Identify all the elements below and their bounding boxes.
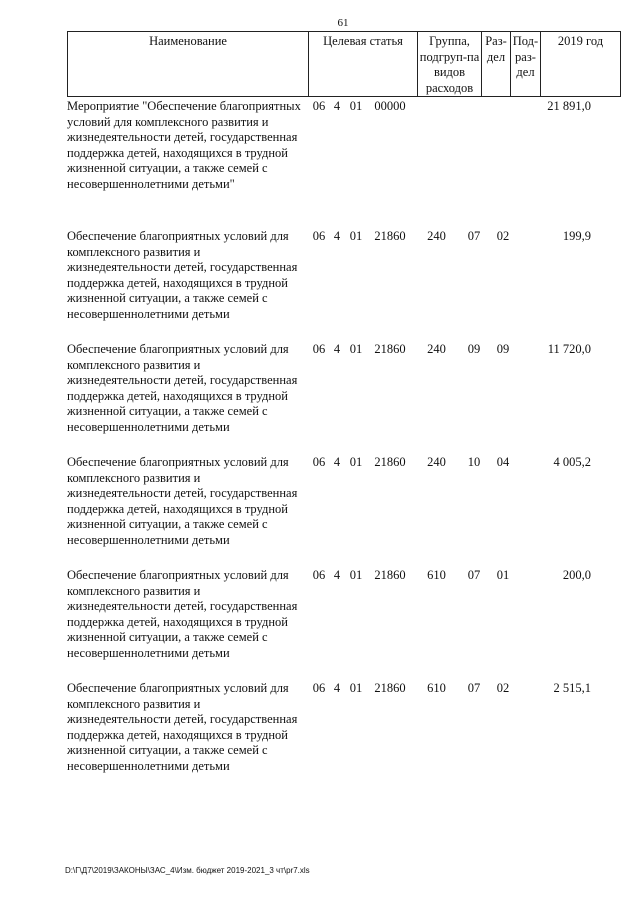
row-expense-group bbox=[414, 99, 459, 229]
row-amount: 4 005,2 bbox=[553, 455, 591, 469]
table-row bbox=[67, 229, 627, 342]
row-section: 07 bbox=[467, 681, 481, 695]
header-name: Наименование bbox=[68, 32, 309, 96]
row-name: Обеспечение благоприятных условий для комплексного развития и жизнедеятельности детей, государственная поддержка детей, находящихся в трудной жизненной ситуации, а также семей с несовершеннолетними детьми bbox=[67, 681, 298, 773]
table-row bbox=[67, 99, 627, 229]
page-number: 61 bbox=[337, 17, 349, 29]
row-section: 07 bbox=[467, 229, 481, 243]
row-subprogram-code: 4 bbox=[333, 99, 341, 113]
row-event-code: 01 bbox=[349, 99, 363, 113]
row-direction-code: 21860 bbox=[374, 342, 406, 356]
row-program-code: 06 bbox=[312, 229, 326, 243]
row-event-code: 01 bbox=[349, 568, 363, 582]
row-amount: 200,0 bbox=[562, 568, 591, 582]
row-name: Обеспечение благоприятных условий для комплексного развития и жизнедеятельности детей, государственная поддержка детей, находящихся в трудной жизненной ситуации, а также семей с несовершеннолетними детьми bbox=[67, 342, 298, 434]
row-section: 10 bbox=[467, 455, 481, 469]
row-program-code: 06 bbox=[312, 681, 326, 695]
row-subsection: 09 bbox=[496, 342, 510, 356]
row-expense-group: 610 bbox=[427, 681, 446, 695]
table-header bbox=[67, 31, 621, 97]
row-subsection: 02 bbox=[496, 229, 510, 243]
row-subsection: 02 bbox=[496, 681, 510, 695]
row-amount: 11 720,0 bbox=[547, 342, 591, 356]
row-subsection: 04 bbox=[496, 455, 510, 469]
header-year: 2019 год bbox=[557, 34, 604, 48]
row-program-code: 06 bbox=[312, 99, 326, 113]
table-row bbox=[67, 681, 627, 794]
row-amount: 199,9 bbox=[562, 229, 591, 243]
row-section: 09 bbox=[467, 342, 481, 356]
table-row bbox=[67, 342, 627, 455]
row-expense-group: 610 bbox=[427, 568, 446, 582]
row-name: Обеспечение благоприятных условий для комплексного развития и жизнедеятельности детей, государственная поддержка детей, находящихся в трудной жизненной ситуации, а также семей с несовершеннолетними детьми bbox=[67, 455, 298, 547]
table-row bbox=[67, 455, 627, 568]
row-program-code: 06 bbox=[312, 455, 326, 469]
row-program-code: 06 bbox=[312, 568, 326, 582]
header-expense-group: Группа, подгруп-па видов расходов bbox=[418, 32, 482, 96]
header-subsection: Под-раз-дел bbox=[511, 32, 541, 96]
row-name: Мероприятие "Обеспечение благоприятных условий для комплексного развития и жизнедеятельности детей, государственная поддержка детей, находящихся в трудной жизненной ситуации, а также семей с несовершеннолетними детьми" bbox=[67, 99, 301, 191]
row-name: Обеспечение благоприятных условий для комплексного развития и жизнедеятельности детей, государственная поддержка детей, находящихся в трудной жизненной ситуации, а также семей с несовершеннолетними детьми bbox=[67, 229, 298, 321]
row-event-code: 01 bbox=[349, 455, 363, 469]
row-expense-group: 240 bbox=[427, 455, 446, 469]
row-subprogram-code: 4 bbox=[333, 455, 341, 469]
table-body bbox=[67, 99, 627, 794]
header-target-article: Целевая статья bbox=[309, 32, 418, 96]
row-subprogram-code: 4 bbox=[333, 229, 341, 243]
row-subprogram-code: 4 bbox=[333, 568, 341, 582]
row-name: Обеспечение благоприятных условий для комплексного развития и жизнедеятельности детей, государственная поддержка детей, находящихся в трудной жизненной ситуации, а также семей с несовершеннолетними детьми bbox=[67, 568, 298, 660]
row-direction-code: 21860 bbox=[374, 568, 406, 582]
row-section: 07 bbox=[467, 568, 481, 582]
row-direction-code: 21860 bbox=[374, 455, 406, 469]
row-amount: 21 891,0 bbox=[547, 99, 591, 113]
row-program-code: 06 bbox=[312, 342, 326, 356]
row-event-code: 01 bbox=[349, 229, 363, 243]
row-subsection bbox=[489, 99, 517, 229]
file-path-footer: D:\Г\Д7\2019\ЗАКОНЫ\ЗАС_4\Изм. бюджет 2019-2021_3 чт\pr7.xls bbox=[65, 866, 310, 875]
row-event-code: 01 bbox=[349, 342, 363, 356]
row-subprogram-code: 4 bbox=[333, 342, 341, 356]
row-direction-code: 00000 bbox=[374, 99, 406, 113]
row-section bbox=[459, 99, 489, 229]
row-event-code: 01 bbox=[349, 681, 363, 695]
row-expense-group: 240 bbox=[427, 342, 446, 356]
row-amount: 2 515,1 bbox=[553, 681, 591, 695]
header-section: Раз-дел bbox=[482, 32, 511, 96]
row-subprogram-code: 4 bbox=[333, 681, 341, 695]
row-subsection: 01 bbox=[496, 568, 510, 582]
row-direction-code: 21860 bbox=[374, 229, 406, 243]
table-row bbox=[67, 568, 627, 681]
row-expense-group: 240 bbox=[427, 229, 446, 243]
row-direction-code: 21860 bbox=[374, 681, 406, 695]
